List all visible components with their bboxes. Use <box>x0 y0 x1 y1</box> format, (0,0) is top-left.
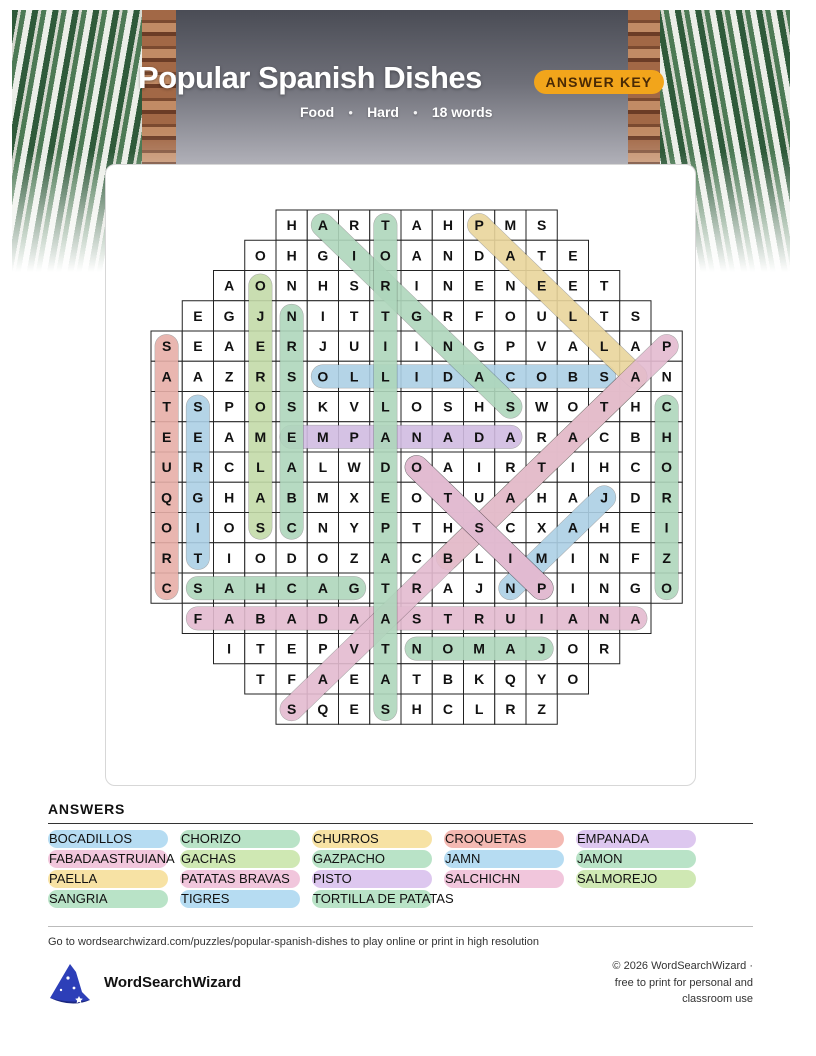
answer-item: GACHAS <box>180 850 300 868</box>
grid-letter: E <box>193 307 203 324</box>
grid-letter: P <box>349 428 359 445</box>
answer-item: BOCADILLOS <box>48 830 168 848</box>
grid-letter: O <box>567 640 579 657</box>
answer-item: JAMN <box>444 850 564 868</box>
grid-letter: C <box>224 459 235 476</box>
grid-letter: N <box>599 549 610 566</box>
grid-letter: G <box>348 580 360 597</box>
grid-letter: R <box>192 459 203 476</box>
grid-letter: H <box>255 580 266 597</box>
answer-item: FABADAASTRUIANA <box>49 851 175 866</box>
grid-letter: T <box>256 670 265 687</box>
grid-letter: R <box>161 549 172 566</box>
grid-letter: M <box>504 217 517 234</box>
grid-letter: C <box>286 580 297 597</box>
answers-list <box>48 830 768 920</box>
grid-letter: D <box>474 428 485 445</box>
grid-letter: O <box>411 459 423 476</box>
grid-letter: Z <box>662 549 671 566</box>
grid-letter: I <box>227 640 232 657</box>
grid-letter: I <box>414 338 419 355</box>
grid-letter: E <box>349 670 359 687</box>
grid-letter: T <box>381 307 390 324</box>
answer-item: TIGRES <box>180 890 300 908</box>
grid-letter: O <box>254 398 266 415</box>
grid-letter: S <box>599 368 609 385</box>
divider <box>48 926 753 927</box>
grid-letter: S <box>286 398 297 415</box>
grid-letter: B <box>630 428 641 445</box>
grid-letter: A <box>442 459 453 476</box>
grid-letter: H <box>442 217 453 234</box>
grid-letter: O <box>254 549 266 566</box>
grid-letter: W <box>347 459 361 476</box>
grid-letter: O <box>411 489 423 506</box>
grid-letter: A <box>192 368 203 385</box>
grid-letter: E <box>568 247 578 264</box>
grid-letter: L <box>381 398 390 415</box>
grid-letter: H <box>536 489 547 506</box>
grid-letter: O <box>442 640 454 657</box>
grid-letter: A <box>505 489 516 506</box>
grid-letter: S <box>443 398 453 415</box>
grid-letter: A <box>630 368 641 385</box>
grid-letter: H <box>661 428 672 445</box>
grid-letter: S <box>505 398 516 415</box>
grid-letter: A <box>505 247 516 264</box>
grid-letter: B <box>442 549 453 566</box>
grid-letter: N <box>599 580 610 597</box>
answer-item: CROQUETAS <box>444 830 564 848</box>
grid-letter: E <box>255 338 266 355</box>
grid-letter: S <box>286 701 297 718</box>
answer-item: TORTILLA DE PATATAS <box>313 891 454 906</box>
grid-letter: L <box>474 701 484 718</box>
grid-letter: A <box>630 338 641 355</box>
grid-letter: C <box>286 519 297 536</box>
grid-letter: U <box>536 307 547 324</box>
grid-letter: Z <box>349 549 359 566</box>
grid-letter: O <box>254 247 266 264</box>
meta-category: Food <box>300 104 335 120</box>
grid-letter: H <box>474 398 485 415</box>
grid-letter: O <box>567 670 579 687</box>
grid-letter: A <box>567 519 578 536</box>
grid-letter: A <box>286 459 297 476</box>
separator-dot-icon: ● <box>348 107 354 117</box>
answer-item: CHURROS <box>312 830 432 848</box>
grid-letter: A <box>567 338 578 355</box>
grid-letter: S <box>193 580 203 597</box>
grid-letter: T <box>443 610 453 627</box>
grid-letter: A <box>224 580 235 597</box>
grid-letter: P <box>318 640 328 657</box>
grid-letter: M <box>317 489 329 506</box>
grid-letter: A <box>380 549 391 566</box>
grid-letter: N <box>286 277 297 294</box>
grid-letter: A <box>255 489 266 506</box>
grid-letter: A <box>380 428 391 445</box>
grid-letter: I <box>414 277 419 294</box>
page-title: Popular Spanish Dishes <box>138 60 482 95</box>
grid-letter: F <box>631 549 640 566</box>
grid-letter: R <box>599 640 610 657</box>
grid-letter: T <box>381 640 390 657</box>
grid-letter: C <box>505 519 516 536</box>
grid-letter: O <box>411 398 423 415</box>
grid-letter: Z <box>537 701 546 718</box>
grid-letter: P <box>380 519 391 536</box>
answer-item: PAELLA <box>48 870 168 888</box>
grid-letter: A <box>317 670 328 687</box>
grid-letter: A <box>317 217 328 234</box>
grid-letter: A <box>442 428 453 445</box>
copyright-line: classroom use <box>682 993 753 1005</box>
grid-letter: S <box>255 519 266 536</box>
grid-letter: O <box>317 368 329 385</box>
grid-letter: S <box>193 398 203 415</box>
grid-letter: I <box>570 580 575 597</box>
grid-letter: R <box>286 338 297 355</box>
grid-letter: T <box>443 489 453 506</box>
grid-letter: I <box>227 549 232 566</box>
grid-letter: A <box>505 428 516 445</box>
answer-item: PISTO <box>312 870 432 888</box>
grid-letter: N <box>599 610 610 627</box>
grid-letter: N <box>442 338 453 355</box>
grid-letter: R <box>349 217 360 234</box>
grid-letter: Q <box>504 670 516 687</box>
grid-letter: A <box>567 489 578 506</box>
grid-letter: U <box>349 338 360 355</box>
grid-letter: P <box>474 217 484 234</box>
grid-letter: N <box>442 277 453 294</box>
grid-letter: U <box>505 610 516 627</box>
copyright-text <box>560 958 753 1008</box>
grid-letter: A <box>224 338 235 355</box>
grid-letter: I <box>352 247 357 264</box>
grid-letter: C <box>630 459 641 476</box>
answer-item: CHORIZO <box>180 830 300 848</box>
grid-letter: B <box>567 368 578 385</box>
grid-letter: S <box>161 338 172 355</box>
answer-item: GAZPACHO <box>312 850 432 868</box>
grid-letter: H <box>630 398 641 415</box>
grid-letter: O <box>567 398 579 415</box>
answer-item: EMPANADA <box>576 830 696 848</box>
wizard-hat-icon <box>46 962 94 1006</box>
grid-letter: N <box>505 277 516 294</box>
grid-letter: G <box>192 489 204 506</box>
grid-letter: X <box>349 489 359 506</box>
answer-item: PATATAS BRAVAS <box>180 870 300 888</box>
grid-letter: T <box>599 398 609 415</box>
grid-letter: C <box>442 701 453 718</box>
grid-letter: L <box>256 459 265 476</box>
grid-letter: L <box>381 368 390 385</box>
grid-letter: A <box>442 580 453 597</box>
grid-letter: E <box>286 428 297 445</box>
grid-letter: E <box>161 428 172 445</box>
grid-letter: R <box>474 610 485 627</box>
grid-letter: C <box>161 580 172 597</box>
separator-dot-icon: ● <box>412 107 418 117</box>
answer-item: SANGRIA <box>48 890 168 908</box>
grid-letter: E <box>286 640 297 657</box>
grid-letter: R <box>505 459 516 476</box>
meta-word-count: 18 words <box>431 104 493 120</box>
grid-letter: J <box>600 489 609 506</box>
grid-letter: B <box>255 610 266 627</box>
grid-letter: T <box>537 459 546 476</box>
grid-letter: J <box>318 338 327 355</box>
grid-letter: E <box>349 701 359 718</box>
grid-letter: N <box>411 640 422 657</box>
word-search-grid[interactable] <box>106 165 697 787</box>
grid-letter: H <box>317 277 328 294</box>
grid-letter: T <box>599 277 609 294</box>
grid-letter: T <box>381 217 390 234</box>
grid-letter: N <box>317 519 328 536</box>
grid-letter: A <box>411 217 422 234</box>
grid-letter: T <box>412 519 421 536</box>
grid-letter: A <box>567 610 578 627</box>
grid-letter: H <box>286 247 297 264</box>
grid-letter: C <box>505 368 516 385</box>
grid-letter: O <box>661 580 673 597</box>
grid-letter: E <box>630 519 641 536</box>
grid-letter: Q <box>317 701 329 718</box>
grid-letter: R <box>536 428 547 445</box>
grid-letter: E <box>380 489 391 506</box>
grid-letter: P <box>536 580 547 597</box>
grid-letter: A <box>411 247 422 264</box>
grid-letter: D <box>317 610 328 627</box>
grid-letter: C <box>599 428 610 445</box>
grid-letter: J <box>537 640 546 657</box>
grid-letter: A <box>224 277 235 294</box>
grid-letter: G <box>411 307 423 324</box>
answer-item: SALCHICHN <box>444 870 564 888</box>
grid-letter: M <box>254 428 267 445</box>
grid-letter: I <box>477 459 482 476</box>
grid-letter: T <box>349 307 359 324</box>
grid-letter: I <box>570 459 575 476</box>
grid-letter: O <box>379 247 391 264</box>
grid-letter: R <box>411 580 422 597</box>
grid-letter: T <box>162 398 171 415</box>
grid-letter: G <box>629 580 641 597</box>
grid-letter: V <box>349 398 359 415</box>
grid-letter: D <box>630 489 641 506</box>
grid-letter: A <box>380 610 391 627</box>
grid-letter: V <box>349 640 359 657</box>
grid-letter: X <box>536 519 547 536</box>
grid-letter: S <box>474 519 484 536</box>
grid-letter: K <box>317 398 328 415</box>
grid-letter: L <box>599 338 609 355</box>
grid-letter: A <box>567 428 578 445</box>
grid-letter: H <box>599 459 610 476</box>
grid-letter: Q <box>161 489 173 506</box>
grid-letter: A <box>224 610 235 627</box>
answer-key-badge: ANSWER KEY <box>534 70 664 94</box>
grid-letter: F <box>193 610 203 627</box>
grid-letter: P <box>505 338 516 355</box>
grid-letter: I <box>195 519 200 536</box>
grid-letter: P <box>661 338 672 355</box>
grid-letter: M <box>535 549 548 566</box>
grid-letter: Y <box>349 519 359 536</box>
grid-letter: B <box>286 489 297 506</box>
copyright-line: free to print for personal and <box>614 976 753 989</box>
grid-letter: A <box>224 428 235 445</box>
grid-letter: A <box>349 610 360 627</box>
grid-letter: L <box>568 307 578 324</box>
answer-item: SALMOREJO <box>576 870 696 888</box>
grid-letter: T <box>381 580 390 597</box>
grid-letter: H <box>224 489 235 506</box>
grid-letter: T <box>412 670 421 687</box>
grid-letter: T <box>256 640 265 657</box>
grid-letter: A <box>317 580 328 597</box>
grid-letter: P <box>224 398 234 415</box>
grid-letter: R <box>380 277 391 294</box>
grid-letter: M <box>473 640 485 657</box>
grid-letter: N <box>661 368 672 385</box>
grid-letter: E <box>474 277 484 294</box>
grid-letter: G <box>223 307 235 324</box>
grid-letter: O <box>161 519 173 536</box>
copyright-line: © 2026 WordSearchWizard · <box>612 960 753 972</box>
answer-item: JAMON <box>576 850 696 868</box>
grid-letter: S <box>630 307 641 324</box>
grid-letter: A <box>380 670 391 687</box>
grid-letter: D <box>442 368 453 385</box>
grid-letter: S <box>349 277 359 294</box>
grid-letter: U <box>161 459 172 476</box>
grid-letter: M <box>317 428 329 445</box>
grid-letter: W <box>535 398 549 415</box>
grid-letter: T <box>599 307 609 324</box>
grid-letter: R <box>442 307 453 324</box>
grid-letter: G <box>473 338 485 355</box>
grid-letter: S <box>286 368 297 385</box>
grid-letter: O <box>317 549 329 566</box>
grid-letter: N <box>442 247 453 264</box>
brand-name: WordSearchWizard <box>104 974 242 991</box>
divider <box>48 823 753 824</box>
grid-letter: V <box>536 338 547 355</box>
grid-letter: R <box>505 701 516 718</box>
grid-letter: E <box>193 338 203 355</box>
grid-letter: C <box>661 398 672 415</box>
footer-url-text: Go to wordsearchwizard.com/puzzles/popular-spanish-dishes to play online or print in high resolution <box>48 936 539 948</box>
grid-letter: S <box>411 610 422 627</box>
grid-letter: S <box>536 217 547 234</box>
grid-letter: C <box>411 549 422 566</box>
grid-letter: F <box>474 307 484 324</box>
grid-letter: I <box>414 368 419 385</box>
grid-letter: D <box>286 549 297 566</box>
grid-letter: A <box>474 368 485 385</box>
grid-letter: H <box>411 701 422 718</box>
grid-letter: O <box>223 519 235 536</box>
grid-letter: I <box>383 338 388 355</box>
grid-letter: D <box>474 247 485 264</box>
grid-letter: I <box>508 549 513 566</box>
grid-letter: Z <box>224 368 234 385</box>
grid-letter: O <box>661 459 673 476</box>
grid-letter: R <box>255 368 266 385</box>
grid-letter: O <box>254 277 266 294</box>
grid-letter: N <box>286 307 297 324</box>
grid-letter: A <box>161 368 172 385</box>
grid-letter: D <box>380 459 391 476</box>
grid-letter: J <box>475 580 484 597</box>
grid-letter: E <box>193 428 203 445</box>
grid-letter: I <box>664 519 669 536</box>
grid-letter: A <box>505 640 516 657</box>
grid-letter: H <box>442 519 453 536</box>
grid-letter: E <box>568 277 578 294</box>
puzzle-card <box>105 164 696 786</box>
grid-letter: F <box>287 670 296 687</box>
meta-difficulty: Hard <box>367 104 399 120</box>
grid-letter: R <box>661 489 672 506</box>
grid-letter: L <box>349 368 359 385</box>
grid-letter: U <box>474 489 485 506</box>
grid-letter: N <box>411 428 422 445</box>
grid-letter: L <box>318 459 328 476</box>
grid-letter: E <box>536 277 547 294</box>
grid-letter: I <box>570 549 575 566</box>
grid-letter: G <box>317 247 329 264</box>
grid-letter: Y <box>536 670 547 687</box>
grid-letter: A <box>630 610 641 627</box>
answers-heading: ANSWERS <box>48 801 126 817</box>
grid-letter: H <box>286 217 297 234</box>
grid-letter: H <box>599 519 610 536</box>
grid-letter: N <box>505 580 516 597</box>
grid-letter: S <box>380 701 391 718</box>
grid-letter: O <box>536 368 548 385</box>
grid-letter: B <box>442 670 453 687</box>
grid-letter: J <box>256 307 265 324</box>
grid-letter: K <box>474 670 485 687</box>
grid-letter: I <box>539 610 544 627</box>
grid-letter: O <box>504 307 516 324</box>
grid-letter: T <box>537 247 546 264</box>
grid-letter: T <box>193 549 203 566</box>
grid-letter: I <box>320 307 325 324</box>
grid-letter: L <box>474 549 484 566</box>
grid-letter: A <box>286 610 297 627</box>
puzzle-meta <box>300 104 520 120</box>
